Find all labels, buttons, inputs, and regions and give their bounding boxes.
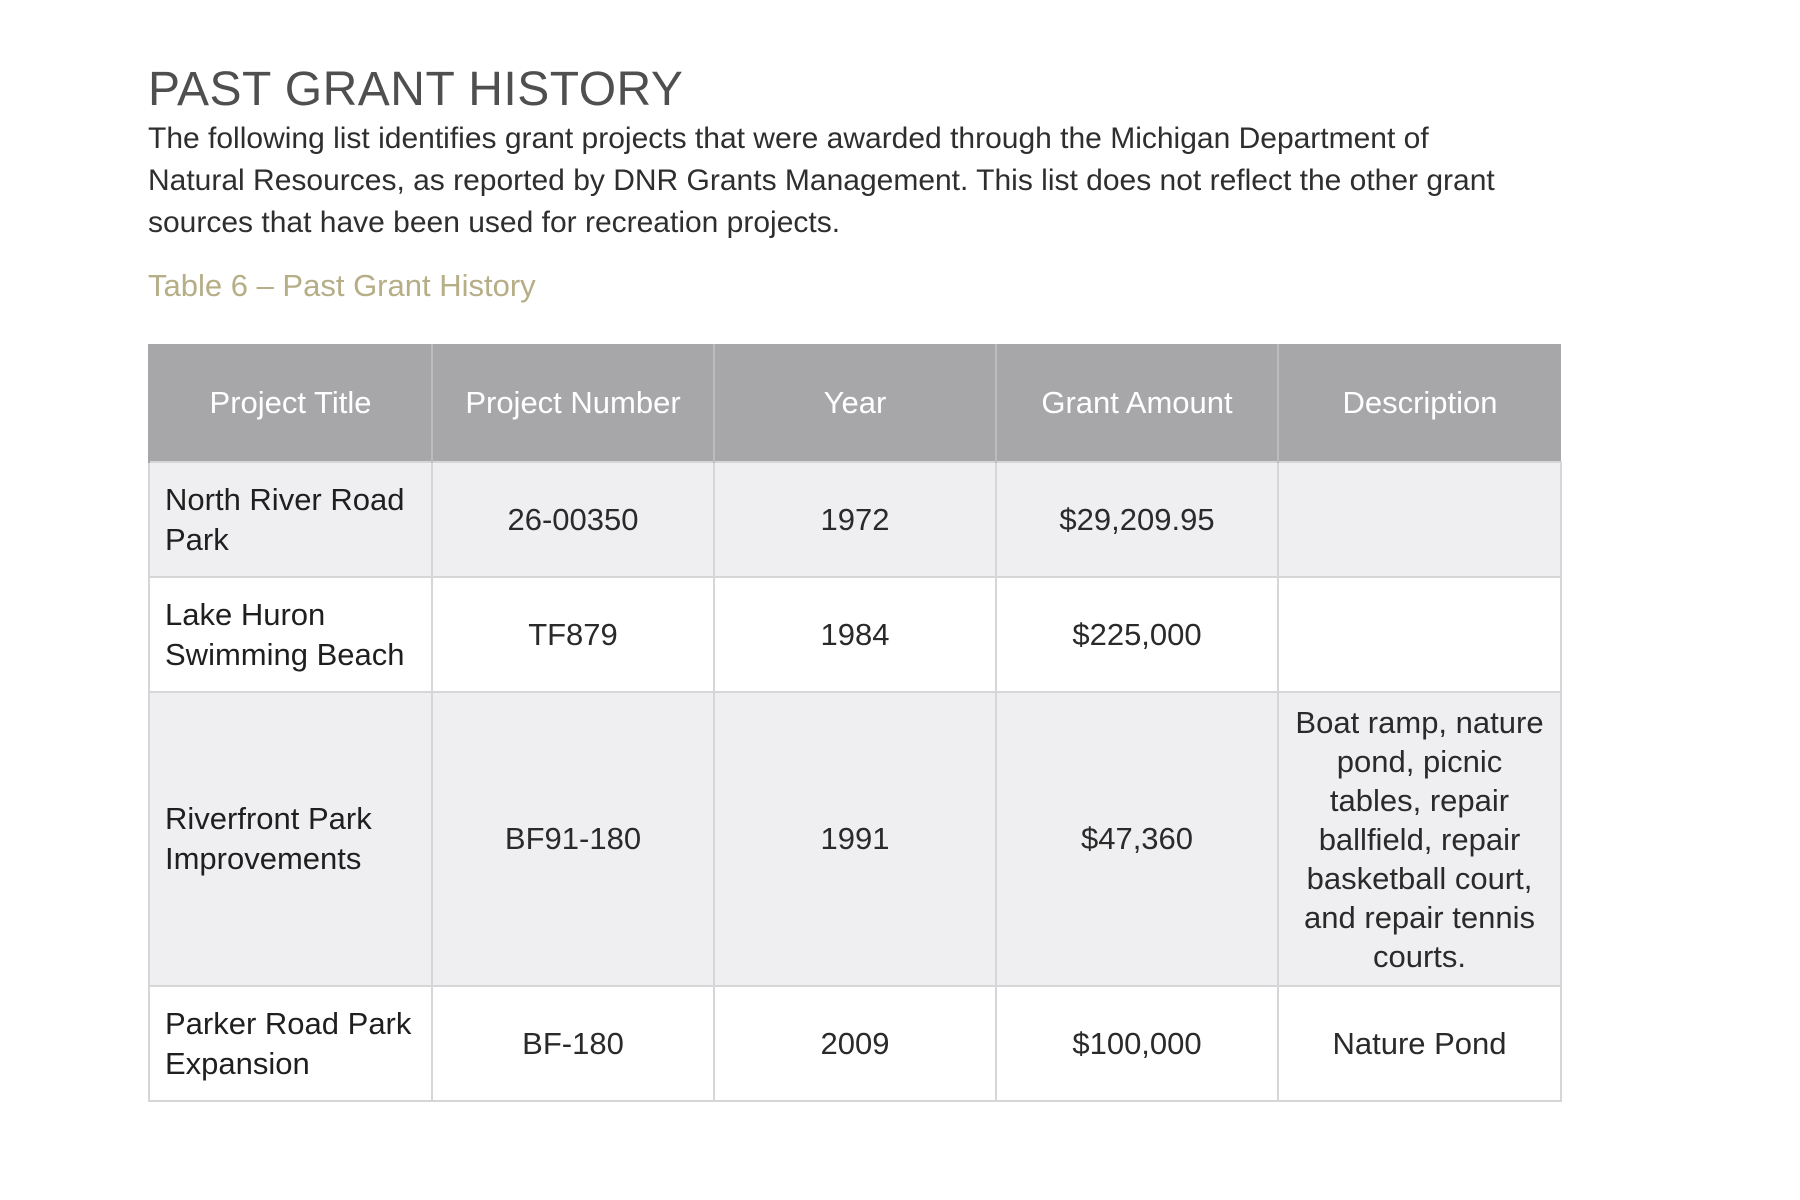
cell-project-title: Parker Road Park Expansion (149, 986, 432, 1101)
column-header-project-number: Project Number (432, 344, 714, 462)
cell-description: Boat ramp, nature pond, picnic tables, repair ballfield, repair basketball court, and repair tennis courts. (1278, 692, 1561, 986)
cell-project-number: BF-180 (432, 986, 714, 1101)
cell-year: 1984 (714, 577, 996, 692)
table-header-row (149, 344, 1561, 462)
grant-history-table (148, 344, 1562, 1102)
cell-project-number: BF91-180 (432, 692, 714, 986)
cell-grant-amount: $100,000 (996, 986, 1278, 1101)
cell-project-number: TF879 (432, 577, 714, 692)
cell-year: 1991 (714, 692, 996, 986)
cell-grant-amount: $29,209.95 (996, 462, 1278, 577)
cell-year: 2009 (714, 986, 996, 1101)
cell-project-number: 26-00350 (432, 462, 714, 577)
table-row (149, 577, 1561, 692)
cell-grant-amount: $47,360 (996, 692, 1278, 986)
cell-description (1278, 462, 1561, 577)
cell-year: 1972 (714, 462, 996, 577)
column-header-year: Year (714, 344, 996, 462)
document-page (148, 62, 1568, 1081)
column-header-description: Description (1278, 344, 1561, 462)
column-header-project-title: Project Title (149, 344, 432, 462)
cell-project-title: North River Road Park (149, 462, 432, 577)
cell-project-title: Lake Huron Swimming Beach (149, 577, 432, 692)
column-header-grant-amount: Grant Amount (996, 344, 1278, 462)
page-title: PAST GRANT HISTORY (148, 63, 684, 116)
table-caption: Table 6 – Past Grant History (148, 268, 536, 303)
table-row (149, 692, 1561, 986)
cell-description (1278, 577, 1561, 692)
table-row (149, 986, 1561, 1101)
cell-project-title: Riverfront Park Improvements (149, 692, 432, 986)
cell-description: Nature Pond (1278, 986, 1561, 1101)
table-row (149, 462, 1561, 577)
intro-paragraph: The following list identifies grant projects that were awarded through the Michigan Department of Natural Resources, as reported by DNR Grants Management. This list does not reflect the other grant sources that have been used for recreation projects. (148, 122, 1495, 239)
cell-grant-amount: $225,000 (996, 577, 1278, 692)
